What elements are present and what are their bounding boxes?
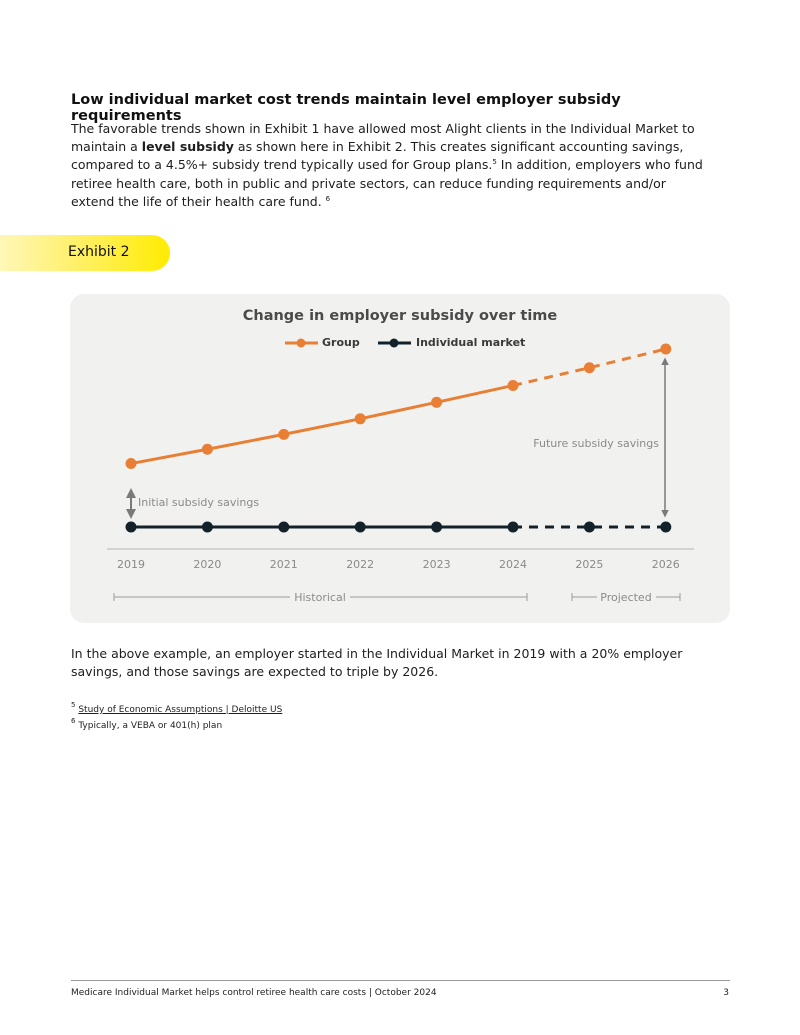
series-1-point-2025 <box>584 522 595 533</box>
series-1-point-2020 <box>202 522 213 533</box>
footnote-5-number: 5 <box>71 701 76 709</box>
intro-text-3: In addition, employers who fund retiree health care, both in public and private sectors, can reduce funding requirements and/or extend the life of their health care fund. <box>71 157 703 209</box>
deloitte-study-link[interactable]: Study of Economic Assumptions | Deloitte US <box>78 705 283 715</box>
chart-title: Change in employer subsidy over time <box>242 308 558 324</box>
series-0-point-2023 <box>431 397 442 408</box>
initial-savings-label: Initial subsidy savings <box>138 496 260 509</box>
chart-legend <box>285 336 525 349</box>
series-0-point-2022 <box>355 413 366 424</box>
series-1-point-2026 <box>660 522 671 533</box>
x-tick-2020: 2020 <box>193 558 222 571</box>
x-tick-2019: 2019 <box>117 558 145 571</box>
future-savings-label: Future subsidy savings <box>533 437 659 450</box>
series-1-point-2019 <box>126 522 137 533</box>
footnote-6-text: Typically, a VEBA or 401(h) plan <box>75 721 223 731</box>
historical-label: Historical <box>294 591 346 604</box>
intro-text-1: The favorable trends shown in Exhibit 1 have allowed most Alight clients in the Individual Market to maintain a <box>71 121 695 155</box>
historical-bracket <box>114 591 527 604</box>
series-0-historical-line <box>131 385 513 463</box>
series-0-point-2025 <box>584 362 595 373</box>
series-1-point-2021 <box>278 522 289 533</box>
example-paragraph: In the above example, an employer started in the Individual Market in 2019 with a 20% employer savings, and those savings are expected to triple by 2026. <box>71 646 683 680</box>
footnote-6 <box>71 717 223 731</box>
x-tick-2023: 2023 <box>422 558 451 571</box>
projected-bracket <box>572 591 680 604</box>
projected-label: Projected <box>600 591 652 604</box>
x-tick-2021: 2021 <box>269 558 298 571</box>
footnote-ref-5: 5 <box>492 158 497 167</box>
series-1-point-2023 <box>431 522 442 533</box>
series-1-point-2024 <box>508 522 519 533</box>
footnote-ref-6: 6 <box>325 194 331 203</box>
series-0-point-2024 <box>508 380 519 391</box>
footer-text: Medicare Individual Market helps control retiree health care costs | October 2024 <box>71 988 437 998</box>
footnote-5 <box>71 701 283 715</box>
series-0-point-2020 <box>202 444 213 455</box>
x-tick-2025: 2025 <box>575 558 604 571</box>
footer-divider <box>71 980 730 981</box>
series-1-point-2022 <box>355 522 366 533</box>
legend-individual-marker <box>390 339 399 348</box>
series-0-point-2019 <box>126 458 137 469</box>
legend-group-label: Group <box>322 336 360 349</box>
x-tick-2022: 2022 <box>346 558 375 571</box>
section-heading: Low individual market cost trends maintain level employer subsidy requirements <box>71 92 621 124</box>
series-0-point-2026 <box>660 344 671 355</box>
intro-bold-text: level subsidy <box>141 139 234 155</box>
series-0-point-2021 <box>278 429 289 440</box>
legend-individual-label: Individual market <box>416 336 526 349</box>
intro-text-2: as shown here in Exhibit 2. This creates significant accounting savings, compared to a 4.5%+ subsidy trend typically used for Group plans. <box>71 139 684 173</box>
legend-group-marker <box>297 339 306 348</box>
exhibit-label: Exhibit 2 <box>68 244 130 260</box>
page-number: 3 <box>723 988 729 998</box>
x-tick-2024: 2024 <box>499 558 527 571</box>
footnote-6-number: 6 <box>71 717 76 725</box>
x-tick-2026: 2026 <box>651 558 680 571</box>
